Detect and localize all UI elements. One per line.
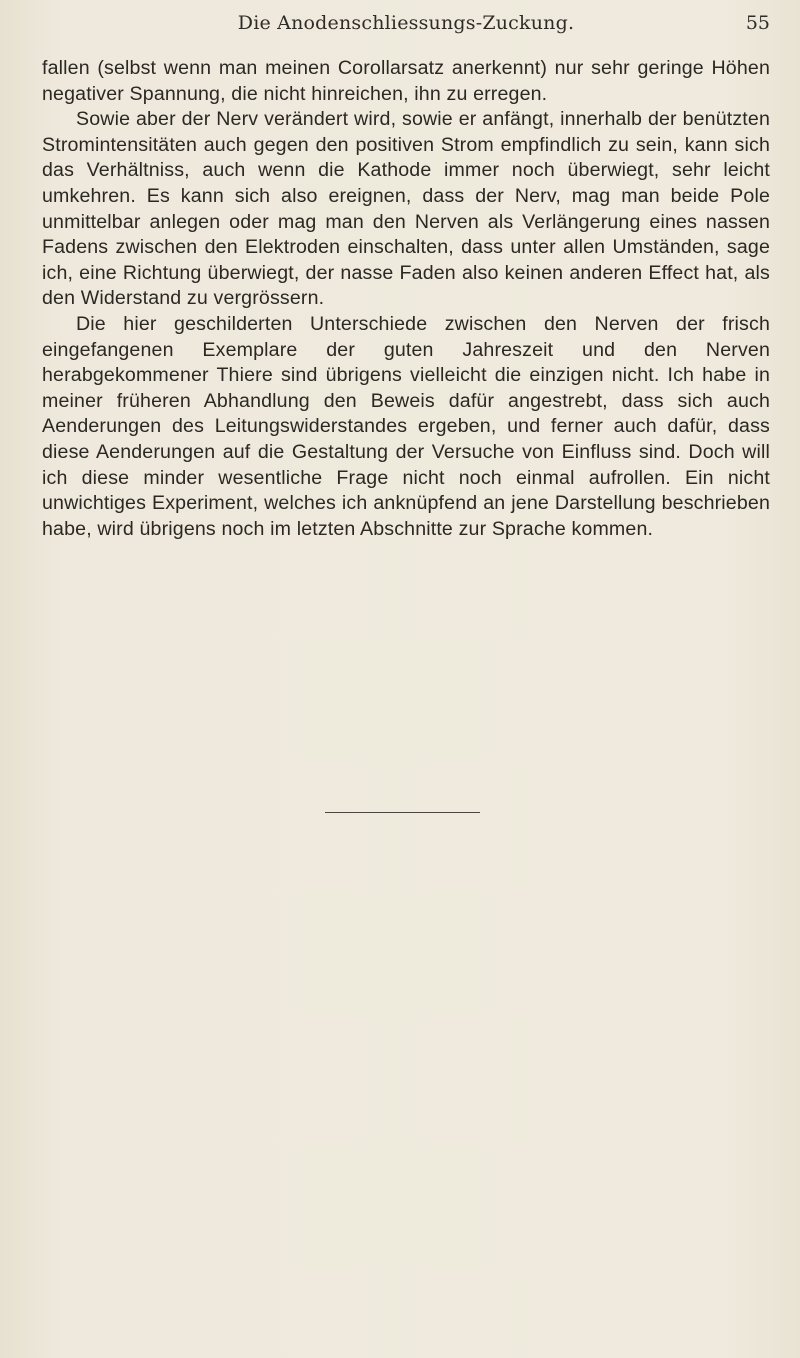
body-text [42,56,770,542]
paragraph-3: Die hier geschilderten Unterschiede zwischen den Nerven der frisch eingefangenen Exemplare der guten Jahreszeit und den Nerven herabgekommener Thiere sind übrigens vielleicht die einzigen nicht. Ich habe in meiner früheren Abhandlung den Beweis dafür angestrebt, dass sich auch Aenderungen des Leitungswiderstandes ergeben, und ferner auch dafür, dass diese Aenderungen auf die Gestaltung der Versuche von Einfluss sind. Doch will ich diese minder wesentliche Frage nicht noch einmal aufrollen. Ein nicht unwichtiges Experiment, welches ich anknüpfend an jene Darstellung beschrieben habe, wird übrigens noch im letzten Abschnitte zur Sprache kommen. [42,312,770,540]
page-number: 55 [745,12,770,34]
paragraph-2: Sowie aber der Nerv verändert wird, sowie er anfängt, innerhalb der benützten Stromintensitäten auch gegen den positiven Strom empfindlich zu sein, kann sich das Verhältniss, auch wenn die Kathode immer noch überwiegt, sehr leicht umkehren. Es kann sich also ereignen, dass der Nerv, mag man beide Pole unmittelbar anlegen oder mag man den Nerven als Verlängerung eines nassen Fadens zwischen den Elektroden einschalten, dass unter allen Umständen, sage ich, eine Richtung überwiegt, der nasse Faden also keinen anderen Effect hat, als den Widerstand zu vergrössern. [42,108,770,310]
paragraph-1: fallen (selbst wenn man meinen Corollarsatz anerkennt) nur sehr geringe Höhen negativer Spannung, die nicht hinreichen, ihn zu erregen. [42,57,770,105]
running-head [42,12,770,42]
running-title: Die Anodenschliessungs-Zuckung. [237,12,575,34]
section-end-rule [325,812,480,813]
